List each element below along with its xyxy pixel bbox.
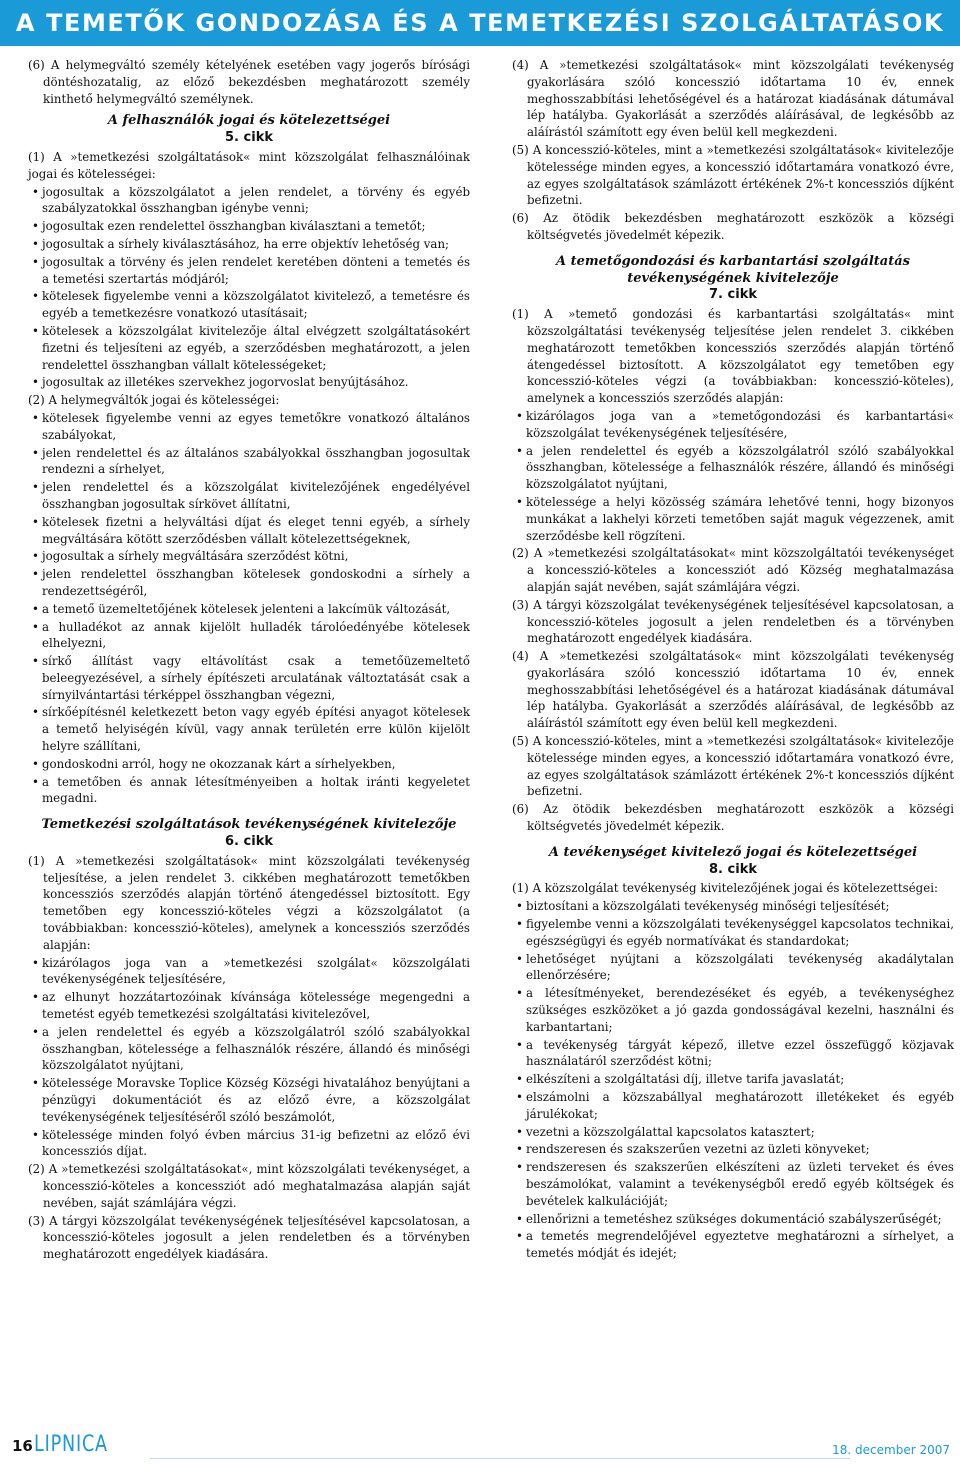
paragraph: (1) A »temetkezési szolgáltatások« mint közszolgálat felhasználóinak jogai és kötelességei: bbox=[28, 149, 470, 181]
paragraph: (5) A koncesszió-köteles, mint a »temetkezési szolgáltatások« kivitelezője kötelessége minden egyes, a koncesszió időtartamára vonatkozó évre, az egyes szolgáltatások számlázott értékének 2%-t koncessziós díjként befizetni. bbox=[512, 734, 954, 799]
bullet-icon: • bbox=[32, 955, 39, 970]
bullet-icon: • bbox=[32, 254, 39, 269]
section-number: 8. cikk bbox=[709, 861, 757, 877]
list-item bbox=[512, 951, 954, 985]
paragraph: (1) A közszolgálat tevékenység kivitelezőjének jogai és kötelezettségei: bbox=[512, 881, 938, 896]
list-item bbox=[28, 704, 470, 754]
section-title: A temetőgondozási és karbantartási szolgáltatás tevékenységének kivitelezője bbox=[556, 253, 910, 286]
bullet-icon: • bbox=[516, 951, 523, 966]
list-item bbox=[512, 1037, 954, 1071]
list-item bbox=[512, 916, 954, 950]
list-item-text: jogosultak a közszolgálatot a jelen rendelet, a törvény és egyéb szabályzatokkal összhangban igénybe venni; bbox=[42, 184, 470, 216]
list-item bbox=[28, 514, 470, 548]
bullet-icon: • bbox=[516, 1160, 523, 1175]
list-item-text: a temető üzemeltetőjének kötelesek jelenteni a lakcímük változását, bbox=[42, 601, 451, 616]
bullet-icon: • bbox=[32, 705, 39, 720]
bullet-icon: • bbox=[516, 899, 523, 914]
left-column bbox=[28, 57, 470, 1264]
section-title: A tevékenységet kivitelező jogai és kötelezettségei bbox=[548, 844, 918, 860]
paragraph: (4) A »temetkezési szolgáltatások« mint közszolgálati tevékenység gyakorlására szóló koncesszió időtartama 10 év, ennek meghosszabbítási lehetőségével és a határozat kiadásának dátumával lép hatályba. Gyakorlását a szerződés aláírásával, de legkésőbb az aláírástól számított egy éven belül kell megkezdeni. bbox=[512, 649, 954, 731]
list-item-text: rendszeresen és szakszerűen vezetni az üzleti könyveket; bbox=[526, 1142, 870, 1157]
paragraph: (1) A »temetkezési szolgáltatások« mint közszolgálati tevékenység teljesítése, a jelen rendelet 3. cikkében meghatározott temetőkben koncessziós szerződés alapján történő átengedéssel biztosított. Egy temetőben egy koncesszió-köteles végzi a közszolgálatot (a továbbiakban: koncesszió-köteles), amelynek a koncessziós szerződés alapján: bbox=[28, 853, 470, 952]
list-item bbox=[28, 989, 470, 1023]
list-item bbox=[512, 1211, 954, 1228]
paragraph: (3) A tárgyi közszolgálat tevékenységének teljesítésével kapcsolatosan, a koncesszió-köteles jogosult a jelen rendeletben és a törvényben meghatározott engedélyek kiadására. bbox=[28, 1213, 470, 1262]
section-number: 6. cikk bbox=[225, 834, 273, 850]
list-item-text: kötelessége minden folyó évben március 31-ig befizetni az előző évi koncessziós díjat. bbox=[42, 1127, 470, 1159]
list-item-text: sírkőépítésnél keletkezett beton vagy egyéb építési anyagot kötelesek a temető helyiségén kívül, vagy annak területén erre külön kijelölt helyre szállítani, bbox=[42, 705, 470, 754]
bullet-icon: • bbox=[516, 494, 523, 509]
list-item-text: kötelesek a közszolgálat kivitelezője által elvégzett szolgáltatásokért fizetni és teljesíteni az egyéb, a szerződésben meghatározott, a jelen rendelettel összhangban vállalt kötelességeket; bbox=[42, 323, 470, 372]
list-item bbox=[512, 985, 954, 1035]
list-item bbox=[28, 288, 470, 322]
list-item-text: gondoskodni arról, hogy ne okozzanak kárt a sírhelyekben, bbox=[42, 756, 396, 771]
list-item bbox=[28, 410, 470, 444]
paragraph: (1) A »temető gondozási és karbantartási szolgáltatás« mint közszolgáltatási tevékenység teljesítése jelen rendelet 3. cikkében meghatározott temetőkben koncessziós szerződés alapján történő átengedéssel biztosított. A közszolgálatot egy temetőben egy koncesszió-köteles végzi (a továbbiakban: koncesszió-köteles), amelynek a koncessziós szerződés alapján: bbox=[512, 307, 954, 406]
bullet-icon: • bbox=[32, 756, 39, 771]
list-item bbox=[28, 1075, 470, 1125]
list-item-text: rendszeresen és szakszerűen elkészíteni az üzleti terveket és éves beszámolókat, valamint a tevékenységből eredő egyéb költségek és bevételek kalkulációját; bbox=[526, 1160, 954, 1208]
list-item-text: a jelen rendelettel és egyéb a közszolgálatról szóló szabályokkal összhangban, kötelessége a felhasználók részére, állandó és minőségi közszolgálatot nyújtani, bbox=[526, 443, 954, 492]
list-item-text: a temetés megrendelőjével egyeztetve meghatározni a sírhelyet, a temetés módját és idejét; bbox=[526, 1229, 954, 1261]
bullet-list bbox=[28, 410, 470, 807]
bullet-icon: • bbox=[516, 1211, 523, 1226]
list-item bbox=[512, 898, 954, 915]
bullet-icon: • bbox=[32, 480, 39, 495]
bullet-icon: • bbox=[516, 917, 523, 932]
list-item bbox=[28, 774, 470, 808]
list-item bbox=[28, 653, 470, 703]
paragraph: (4) A »temetkezési szolgáltatások« mint közszolgálati tevékenység gyakorlására szóló koncesszió időtartama 10 év, ennek meghosszabbítási lehetőségével és a határozat kiadásának dátumával lép hatályba. Gyakorlását a szerződés aláírásával, de legkésőbb az aláírástól számított egy éven belül kell megkezdeni. bbox=[512, 58, 954, 140]
list-item-text: ellenőrizni a temetéshez szükséges dokumentáció szabályszerűségét; bbox=[526, 1211, 942, 1226]
publication-logo: LIPNICA bbox=[34, 1432, 108, 1457]
list-item-text: a jelen rendelettel és egyéb a közszolgálatról szóló szabályokkal összhangban, kötelessége a felhasználók részére, állandó és minőségi közszolgálatot nyújtani, bbox=[42, 1024, 470, 1073]
list-item bbox=[28, 601, 470, 618]
bullet-icon: • bbox=[516, 408, 523, 423]
paragraph: (2) A »temetkezési szolgáltatásokat« mint közszolgáltatói tevékenységet a koncesszió-köteles a koncessziót adó Község meghatalmazása alapján saját nevében, saját számlájára végzi. bbox=[512, 546, 954, 594]
list-item bbox=[28, 548, 470, 565]
list-item-text: kizárólagos joga van a »temetőgondozási és karbantartási« közszolgálat tevékenységének teljesítésére, bbox=[526, 408, 954, 440]
list-item-text: vezetni a közszolgálattal kapcsolatos katasztert; bbox=[526, 1124, 815, 1139]
list-item-text: jogosultak a sírhely megváltására szerződést kötni, bbox=[42, 549, 349, 564]
section-number: 5. cikk bbox=[225, 130, 273, 146]
list-item-text: a létesítményeket, berendezéséket és egyéb, a tevékenységhez szükséges eszközöket a jó gazda gondosságával kezelni, használni és karbantartani; bbox=[526, 986, 954, 1034]
list-item-text: a temetőben és annak létesítményeiben a holtak iránti kegyeletet megadni. bbox=[42, 774, 470, 806]
list-item-text: jelen rendelettel és a közszolgálat kivitelezőjének engedélyével összhangban jogosultak sírkövet állítatni, bbox=[42, 480, 470, 511]
bullet-icon: • bbox=[32, 654, 39, 669]
list-item bbox=[512, 1089, 954, 1123]
bullet-icon: • bbox=[32, 236, 39, 251]
list-item-text: kötelessége a helyi közösség számára lehetővé tenni, hogy bizonyos munkákat a lakhelyi körzeti temetőben saját maguk végezzenek, amit szerződésbe kell rögzíteni. bbox=[526, 494, 954, 543]
bullet-icon: • bbox=[32, 323, 39, 338]
list-item bbox=[512, 408, 954, 442]
paragraph: (2) A »temetkezési szolgáltatásokat«, mint közszolgálati tevékenységet, a koncesszió-köteles a koncessziót adó meghatalmazása alapján saját nevében, saját számlájára végzi. bbox=[28, 1162, 470, 1210]
list-item bbox=[512, 494, 954, 544]
list-item bbox=[512, 1141, 954, 1158]
list-item bbox=[512, 443, 954, 493]
list-item bbox=[512, 1071, 954, 1088]
bullet-icon: • bbox=[32, 375, 39, 390]
list-item bbox=[28, 374, 470, 391]
list-item bbox=[28, 756, 470, 773]
list-item-text: figyelembe venni a közszolgálati tevékenységgel kapcsolatos technikai, egészségügyi és egyéb normatívákat és standardokat; bbox=[526, 917, 954, 948]
bullet-icon: • bbox=[516, 986, 523, 1001]
bullet-icon: • bbox=[32, 774, 39, 789]
list-item-text: jogosultak a törvény és jelen rendelet keretében dönteni a temetés és a temetési szertartás módjáról; bbox=[42, 254, 470, 286]
list-item-text: kizárólagos joga van a »temetkezési szolgálat« közszolgálati tevékenységének teljesítésére, bbox=[42, 955, 470, 987]
bullet-icon: • bbox=[32, 219, 39, 234]
bullet-icon: • bbox=[32, 1076, 39, 1091]
right-column bbox=[512, 57, 954, 1263]
bullet-icon: • bbox=[32, 184, 39, 199]
list-item-text: kötelessége Moravske Toplice Község Községi hivatalához benyújtani a pénzügyi dokumentációt és az előző évre, a közszolgálat tevékenységének teljesítéséről szóló beszámolót, bbox=[42, 1076, 470, 1124]
list-item bbox=[28, 323, 470, 373]
bullet-icon: • bbox=[516, 1142, 523, 1157]
paragraph: (6) Az ötödik bekezdésben meghatározott eszközök a községi költségvetés jövedelmét képezik. bbox=[512, 211, 954, 242]
bullet-icon: • bbox=[516, 1072, 523, 1087]
footer-divider bbox=[150, 1458, 850, 1459]
list-item-text: a tevékenység tárgyát képező, illetve ezzel összefüggő közjavak használatáról szerződést kötni; bbox=[526, 1037, 954, 1069]
list-item bbox=[28, 619, 470, 653]
bullet-icon: • bbox=[516, 1229, 523, 1244]
bullet-icon: • bbox=[32, 289, 39, 304]
list-item-text: jelen rendelettel összhangban kötelesek gondoskodni a sírhely a rendezettségéről, bbox=[42, 567, 470, 598]
list-item bbox=[28, 479, 470, 513]
list-item bbox=[28, 1127, 470, 1161]
page-title: A TEMETŐK GONDOZÁSA ÉS A TEMETKEZÉSI SZOLGÁLTATÁSOK bbox=[15, 9, 945, 37]
paragraph: (3) A tárgyi közszolgálat tevékenységének teljesítésével kapcsolatosan, a koncesszió-köteles jogosult a jelen rendeletben és a törvényben meghatározott engedélyek kiadására. bbox=[512, 597, 954, 646]
section-number: 7. cikk bbox=[709, 287, 757, 303]
bullet-icon: • bbox=[32, 445, 39, 460]
list-item bbox=[28, 955, 470, 989]
list-item-text: lehetőséget nyújtani a közszolgálati tevékenység akadálytalan ellenőrzésére; bbox=[526, 951, 954, 983]
list-item-text: kötelesek figyelembe venni a közszolgálatot kivitelező, a temetésre és egyéb a temetkezésre vonatkozó utasításait; bbox=[42, 289, 470, 321]
page-number: 16 bbox=[12, 1437, 33, 1455]
list-item bbox=[28, 566, 470, 600]
bullet-icon: • bbox=[32, 549, 39, 564]
bullet-icon: • bbox=[516, 1037, 523, 1052]
bullet-icon: • bbox=[32, 410, 39, 425]
list-item-text: az elhunyt hozzátartozóinak kívánsága kötelessége megengedni a temetést egyéb temetkezési szolgáltatási kivitelezővel, bbox=[42, 990, 470, 1022]
list-item-text: elkészíteni a szolgáltatási díj, illetve tarifa javaslatát; bbox=[526, 1072, 845, 1087]
bullet-list bbox=[512, 898, 954, 1262]
bullet-icon: • bbox=[516, 1124, 523, 1139]
list-item bbox=[28, 236, 470, 253]
list-item bbox=[28, 184, 470, 218]
list-item bbox=[28, 218, 470, 235]
list-item-text: sírkő állítást vagy eltávolítást csak a temetőüzemeltető beleegyezésével, a sírhely építészeti arculatának változtatását csak a sírnyilvántartási térképpel összhangban végezni, bbox=[42, 654, 470, 702]
bullet-list bbox=[28, 955, 470, 1161]
list-item-text: biztosítani a közszolgálati tevékenység minőségi teljesítését; bbox=[526, 899, 890, 914]
section-title: Temetkezési szolgáltatások tevékenységének kivitelezője bbox=[41, 817, 457, 833]
list-item bbox=[28, 1024, 470, 1074]
list-item-text: jogosultak ezen rendelettel összhangban kiválasztani a temetőt; bbox=[42, 219, 426, 234]
bullet-icon: • bbox=[516, 443, 523, 458]
bullet-icon: • bbox=[32, 601, 39, 616]
list-item-text: a hulladékot az annak kijelölt hulladék tárolóedényébe kötelesek elhelyezni, bbox=[42, 619, 470, 651]
section-title: A felhasználók jogai és kötelezettségei bbox=[107, 113, 391, 129]
bullet-icon: • bbox=[32, 567, 39, 582]
bullet-icon: • bbox=[32, 1127, 39, 1142]
issue-date: 18. december 2007 bbox=[832, 1443, 950, 1457]
paragraph: (6) Az ötödik bekezdésben meghatározott eszközök a községi költségvetés jövedelmét képezik. bbox=[512, 802, 954, 834]
bullet-icon: • bbox=[32, 990, 39, 1005]
list-item-text: jogosultak az illetékes szervekhez jogorvoslat benyújtásához. bbox=[42, 375, 409, 390]
bullet-icon: • bbox=[32, 1024, 39, 1039]
bullet-icon: • bbox=[516, 1090, 523, 1105]
list-item-text: kötelesek fizetni a helyváltási díjat és eleget tenni egyéb, a sírhely megváltására kötött szerződésben vállalt kötelezettségeknek, bbox=[42, 514, 470, 546]
list-item bbox=[28, 254, 470, 288]
list-item bbox=[512, 1159, 954, 1209]
list-item-text: jelen rendelettel és az általános szabályokkal összhangban jogosultak rendezni a sírhelyet, bbox=[42, 445, 470, 477]
paragraph: (2) A helymegváltók jogai és kötelességei: bbox=[28, 393, 280, 408]
paragraph: (5) A koncesszió-köteles, mint a »temetkezési szolgáltatások« kivitelezője kötelessége minden egyes, a koncesszió időtartamára vonatkozó évre, az egyes szolgáltatások számlázott értékének 2%-t koncessziós díjként befizetni. bbox=[512, 142, 954, 208]
paragraph: (6) A helymegváltó személy kételyének esetében vagy jogerős bírósági döntéshozatalig, az előző bekezdésben meghatározott személy kinthető helymegváltó személynek. bbox=[28, 58, 470, 106]
list-item-text: jogosultak a sírhely kiválasztásához, ha erre objektív lehetőség van; bbox=[42, 236, 450, 251]
bullet-icon: • bbox=[32, 514, 39, 529]
list-item-text: elszámolni a közszabállyal meghatározott illetékeket és egyéb járulékokat; bbox=[526, 1090, 954, 1121]
bullet-list bbox=[28, 184, 470, 392]
list-item-text: kötelesek figyelembe venni az egyes temetőkre vonatkozó általános szabályokat, bbox=[42, 410, 470, 442]
bullet-icon: • bbox=[32, 619, 39, 634]
bullet-list bbox=[512, 408, 954, 544]
list-item bbox=[28, 445, 470, 479]
list-item bbox=[512, 1228, 954, 1262]
list-item bbox=[512, 1124, 954, 1141]
